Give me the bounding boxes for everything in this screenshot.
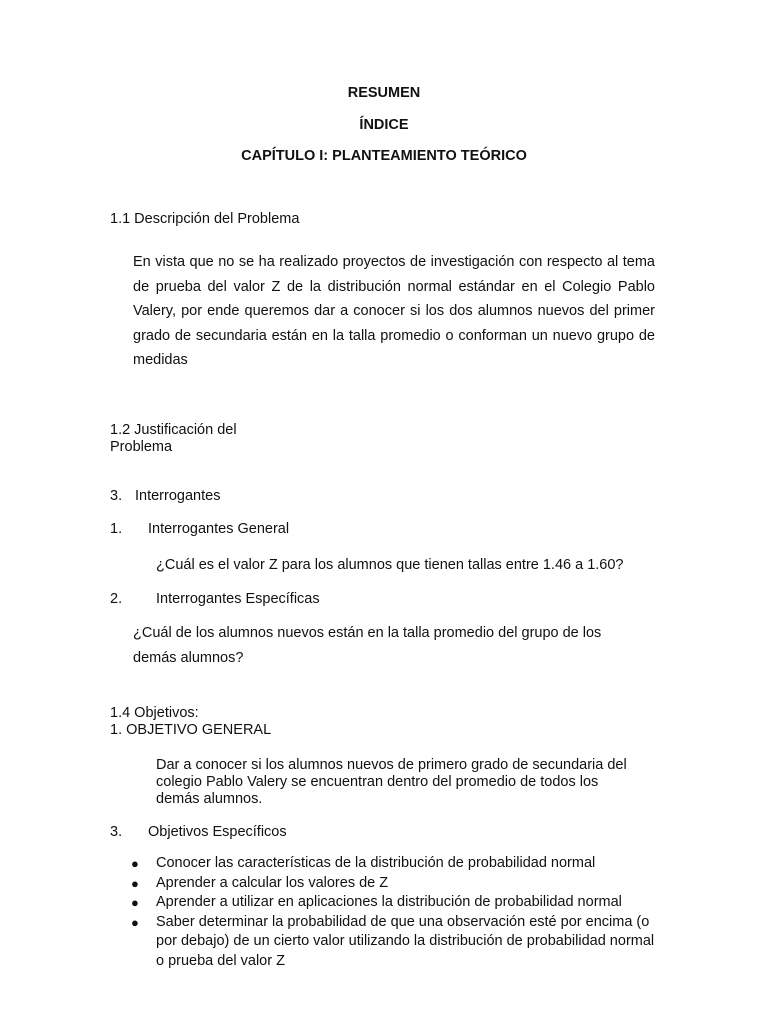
general-question-heading: Interrogantes General xyxy=(148,521,290,537)
specific-question-number: 2. xyxy=(110,591,123,607)
general-question-number: 1. xyxy=(110,521,123,537)
title-capitulo: CAPÍTULO I: PLANTEAMIENTO TEÓRICO xyxy=(241,148,527,164)
bullet-icon: ● xyxy=(131,914,139,930)
general-objective-heading: 1. OBJETIVO GENERAL xyxy=(110,722,272,738)
section-3-number: 3. xyxy=(110,488,123,504)
list-item xyxy=(131,874,661,894)
specific-objectives-list xyxy=(131,854,661,972)
list-item-text: Saber determinar la probabilidad de que una observación esté por encima (o por debajo) de un cierto valor utilizando la distribución de probabilidad normal o prueba del valor Z xyxy=(156,913,655,969)
section-1-1-heading: 1.1 Descripción del Problema xyxy=(110,211,300,227)
general-question-text: ¿Cuál es el valor Z para los alumnos que tienen tallas entre 1.46 a 1.60? xyxy=(156,557,624,573)
title-resumen: RESUMEN xyxy=(347,85,421,101)
bullet-icon: ● xyxy=(131,875,139,891)
section-1-4-heading: 1.4 Objetivos: xyxy=(110,705,199,721)
title-indice: ÍNDICE xyxy=(359,117,409,133)
list-item xyxy=(131,893,661,913)
general-objective-line1: Dar a conocer si los alumnos nuevos de primero grado de secundaria del xyxy=(156,757,627,773)
section-3-heading: Interrogantes xyxy=(135,488,221,504)
list-item-text: Aprender a utilizar en aplicaciones la distribución de probabilidad normal xyxy=(156,894,622,911)
general-objective-line2: colegio Pablo Valery se encuentran dentro del promedio de todos los xyxy=(156,774,599,790)
section-1-1-body: En vista que no se ha realizado proyectos de investigación con respecto al tema de prueba del valor Z de la distribución normal estándar en el Colegio Pablo Valery, por ende queremos dar a conocer si los dos alumnos nuevos del primer grado de secundaria están en la talla promedio o conforman un nuevo grupo de medidas xyxy=(133,254,655,369)
specific-question-text-line1: ¿Cuál de los alumnos nuevos están en la talla promedio del grupo de los xyxy=(133,625,602,641)
specific-objectives-number: 3. xyxy=(110,824,123,840)
specific-question-text-line2: demás alumnos? xyxy=(133,650,244,666)
section-1-2-heading-line2: Problema xyxy=(110,439,173,455)
list-item xyxy=(131,913,661,972)
bullet-icon: ● xyxy=(131,895,139,911)
list-item-text: Aprender a calcular los valores de Z xyxy=(156,874,389,891)
specific-question-heading: Interrogantes Específicas xyxy=(156,591,320,607)
list-item xyxy=(131,854,661,874)
specific-objectives-heading: Objetivos Específicos xyxy=(148,824,287,840)
section-1-2-heading-line1: 1.2 Justificación del xyxy=(110,422,237,438)
bullet-icon: ● xyxy=(131,856,139,871)
general-objective-line3: demás alumnos. xyxy=(156,791,263,807)
list-item-text: Conocer las características de la distribución de probabilidad normal xyxy=(156,855,596,871)
